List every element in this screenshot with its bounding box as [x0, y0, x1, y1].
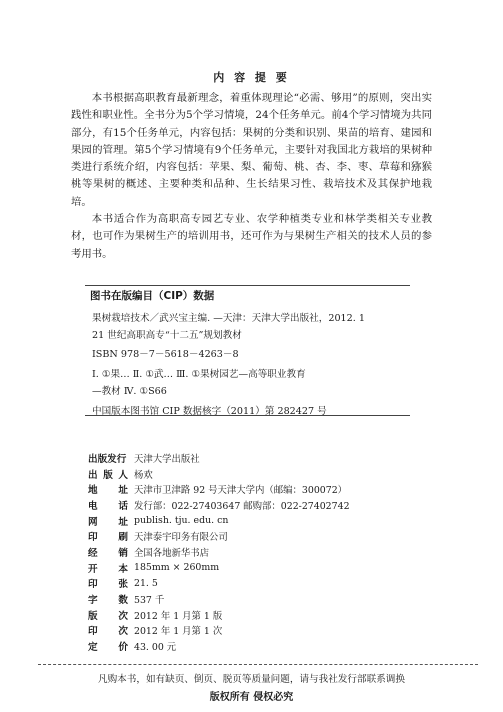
publishing-label: 经 销 [88, 547, 128, 559]
publishing-row [88, 450, 350, 466]
publishing-label: 出 版 人 [88, 469, 128, 481]
publishing-row [88, 560, 350, 576]
publishing-row [88, 544, 350, 560]
summary-body [71, 90, 432, 263]
publishing-label: 版 次 [88, 610, 128, 622]
publishing-row [88, 638, 350, 654]
publishing-info-table [88, 450, 350, 654]
cip-data-number: 中国版本图书馆 CIP 数据核字（2011）第 282427 号 [92, 406, 327, 417]
publishing-row [88, 497, 350, 513]
cip-line-subject: Ⅰ. ①果… Ⅱ. ①武… Ⅲ. ①果树园艺—高等职业教育 [92, 369, 306, 380]
publishing-label: 印 张 [88, 579, 128, 591]
publishing-value: 2012 年 1 月第 1 次 [134, 626, 223, 638]
footer-divider [38, 664, 478, 665]
publishing-row [88, 481, 350, 497]
publishing-row [88, 528, 350, 544]
publishing-value: 2012 年 1 月第 1 版 [134, 610, 223, 622]
publishing-label: 出版发行 [88, 453, 127, 465]
publishing-value: 天津大学出版社 [134, 453, 200, 465]
publishing-value: 杨欢 [134, 469, 153, 481]
summary-paragraph: 本书适合作为高职高专园艺专业、农学种植类专业和林学类相关专业教材，也可作为果树生产的培训用书，还可作为与果树生产相关的技术人员的参考用书。 [71, 213, 432, 260]
publishing-label: 定 价 [88, 642, 128, 654]
publishing-value: 天津泰宇印务有限公司 [134, 532, 228, 544]
summary-paragraph: 本书根据高职教育最新理念，着重体现理论“必需、够用”的原则，突出实践性和职业性。全书分为5个学习情境，24个任务单元。前4个学习情境为共同部分，有15个任务单元，内容包括：果树的分类和识别、果苗的培育、建园和果园的管理。第5个学习情境有9个任务单元，主要针对我国北方栽培的果树种类进行系统介绍，内容包括：苹果、梨、葡萄、桃、杏、李、枣、草莓和猕猴桃等果树的概述、主要种类和品种、生长结果习性、栽培技术及其保护地栽培。 [71, 92, 432, 208]
publishing-value: publish. tju. edu. cn [134, 515, 229, 527]
publishing-value: 发行部：022-27403647 邮购部：022-27402742 [134, 500, 350, 512]
publishing-value: 185mm × 260mm [134, 562, 220, 574]
publishing-row [88, 466, 350, 482]
publishing-label: 字 数 [88, 595, 128, 607]
publishing-label: 网 址 [88, 516, 128, 528]
publishing-value: 21. 5 [134, 577, 158, 589]
publishing-value: 天津市卫津路 92 号天津大学内（邮编：300072） [134, 485, 348, 497]
publishing-label: 地 址 [88, 485, 128, 497]
publishing-label: 印 次 [88, 626, 128, 638]
publishing-label: 开 本 [88, 563, 128, 575]
publishing-row [88, 576, 350, 592]
publishing-value: 全国各地新华书店 [134, 547, 210, 559]
publishing-label: 印 刷 [88, 532, 128, 544]
publishing-value: 537 千 [134, 595, 165, 607]
cip-line-classification: —教材 Ⅳ. ①S66 [92, 386, 167, 397]
cip-heading: 图书在版编目（CIP）数据 [90, 290, 215, 302]
footer-notice: 凡购本书，如有缺页、倒页、脱页等质量问题，请与我社发行部联系调换 [98, 674, 405, 685]
summary-title: 内 容 提 要 [213, 71, 290, 84]
publishing-value: 43. 00 元 [134, 642, 177, 654]
publishing-label: 电 话 [88, 500, 128, 512]
publishing-row [88, 513, 350, 529]
publishing-row [88, 623, 350, 639]
publishing-row [88, 591, 350, 607]
cip-line-isbn: ISBN 978－7－5618－4263－8 [92, 349, 239, 360]
copyright-notice: 版权所有 侵权必究 [209, 692, 294, 703]
cip-line-series: 21 世纪高职高专“十二五”规划教材 [92, 330, 242, 341]
cip-line-title: 果树栽培技术／武兴宝主编. —天津：天津大学出版社，2012. 1 [92, 313, 365, 324]
publishing-row [88, 607, 350, 623]
